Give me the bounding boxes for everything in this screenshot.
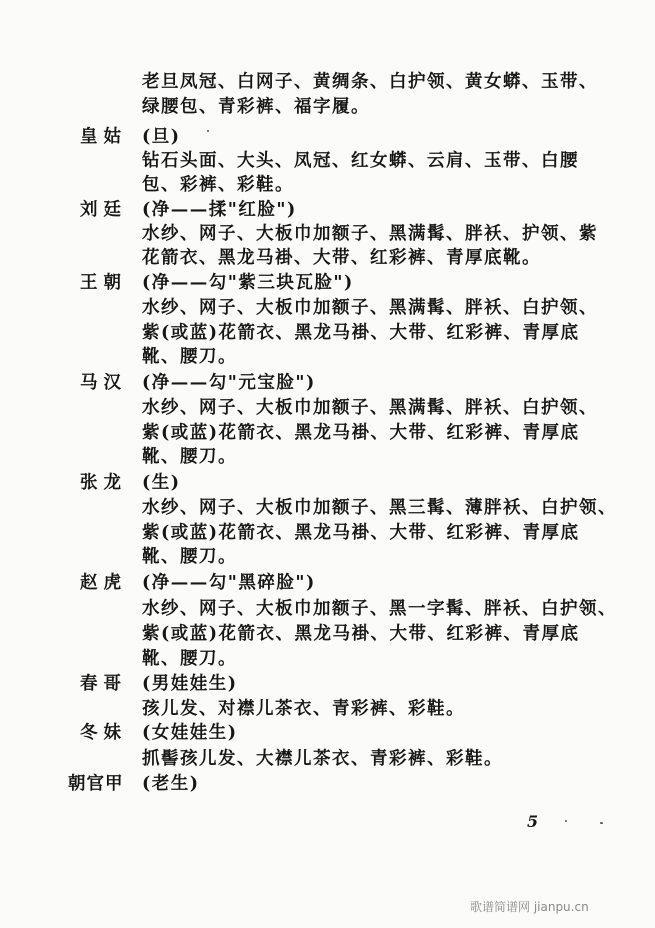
- costume-line: 水纱、网子、大板巾加额子、黑满髯、胖袄、白护领、: [142, 398, 598, 418]
- role-name: 马汉: [80, 373, 127, 393]
- costume-line: 靴、腰刀。: [142, 447, 237, 467]
- costume-line: 紫(或蓝)花箭衣、黑龙马褂、大带、红彩裤、青厚底: [142, 323, 580, 343]
- role-type: (旦): [142, 127, 181, 147]
- role-name: 皇姑: [80, 127, 127, 147]
- scan-speck: [600, 822, 603, 824]
- role-name: 赵虎: [80, 573, 127, 593]
- role-type: (净——勾"黑碎脸"): [142, 573, 316, 593]
- role-name: 刘廷: [80, 200, 127, 220]
- role-name: 张龙: [80, 473, 127, 493]
- role-type: (净——勾"元宝脸"): [142, 373, 316, 393]
- costume-line: 靴、腰刀。: [142, 649, 237, 669]
- role-name: 王朝: [80, 273, 127, 293]
- costume-line: 老旦凤冠、白网子、黄绸条、白护领、黄女蟒、玉带、: [142, 72, 598, 92]
- costume-line: 靴、腰刀。: [142, 547, 237, 567]
- role-type: (生): [142, 473, 181, 493]
- costume-line: 水纱、网子、大板巾加额子、黑三髯、薄胖袄、白护领、: [142, 498, 617, 518]
- watermark: 歌谱简谱网 jianpu.cn: [470, 900, 589, 914]
- costume-line: 绿腰包、青彩裤、福字履。: [142, 97, 370, 117]
- role-type: (净——勾"紫三块瓦脸"): [142, 273, 354, 293]
- costume-line: 抓髻孩儿发、大襟儿茶衣、青彩裤、彩鞋。: [142, 749, 503, 769]
- page-number: 5: [527, 812, 539, 831]
- role-type: (女娃娃生): [142, 723, 238, 743]
- scan-speck: [207, 130, 209, 132]
- role-name: 春哥: [80, 674, 127, 694]
- costume-line: 花箭衣、黑龙马褂、大带、红彩裤、青厚底靴。: [142, 248, 541, 268]
- costume-line: 水纱、网子、大板巾加额子、黑满髯、胖袄、护领、紫: [142, 224, 598, 244]
- role-type: (净——揉"红脸"): [142, 200, 297, 220]
- costume-line: 孩儿发、对襟儿茶衣、青彩裤、彩鞋。: [142, 699, 465, 719]
- role-type: (老生): [142, 774, 200, 794]
- costume-line: 紫(或蓝)花箭衣、黑龙马褂、大带、红彩裤、青厚底: [142, 523, 580, 543]
- costume-line: 紫(或蓝)花箭衣、黑龙马褂、大带、红彩裤、青厚底: [142, 624, 580, 644]
- costume-line: 水纱、网子、大板巾加额子、黑一字髯、胖袄、白护领、: [142, 599, 617, 619]
- costume-line: 钻石头面、大头、凤冠、红女蟒、云肩、玉带、白腰: [142, 151, 579, 171]
- scan-speck: [565, 820, 567, 822]
- role-name: 朝官甲: [68, 774, 124, 794]
- costume-line: 紫(或蓝)花箭衣、黑龙马褂、大带、红彩裤、青厚底: [142, 423, 580, 443]
- costume-line: 水纱、网子、大板巾加额子、黑满髯、胖袄、白护领、: [142, 298, 598, 318]
- role-name: 冬妹: [80, 723, 127, 743]
- role-type: (男娃娃生): [142, 674, 238, 694]
- costume-line: 包、彩裤、彩鞋。: [142, 175, 294, 195]
- costume-line: 靴、腰刀。: [142, 347, 237, 367]
